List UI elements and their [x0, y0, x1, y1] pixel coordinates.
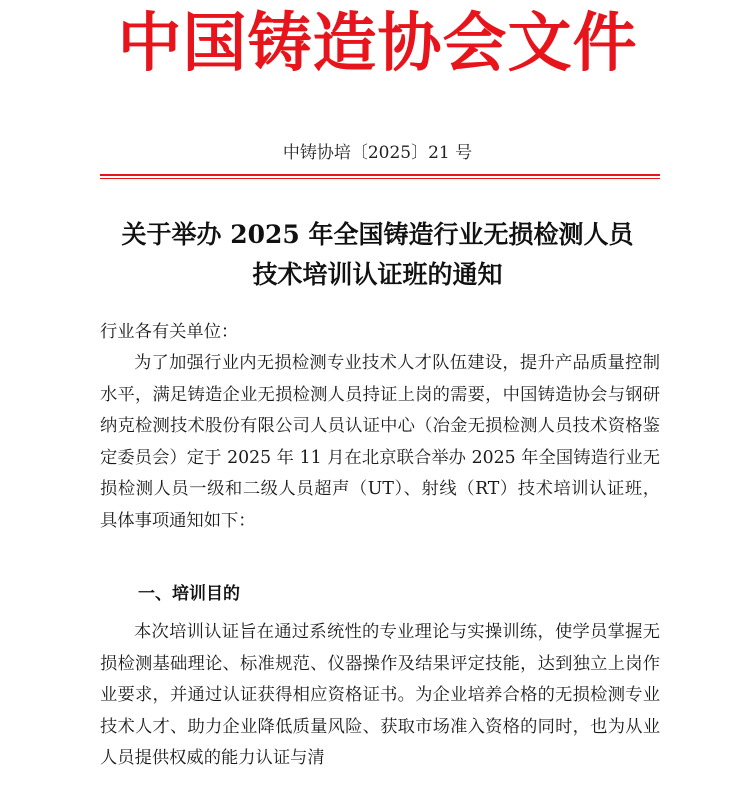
section-heading-purpose: 一、培训目的 [138, 584, 240, 604]
notice-title-line-2: 技术培训认证班的通知 [252, 260, 503, 289]
document-number: 中铸协培〔2025〕21 号 [282, 143, 473, 163]
intro-paragraph: 为了加强行业内无损检测专业技术人才队伍建设，提升产品质量控制水平，满足铸造企业无损检测人员持证上岗的需要，中国铸造协会与钢研纳克检测技术股份有限公司人员认证中心（冶金无损检测人员技术资格鉴定委员会）定于 2025 年 11 月在北京联合举办 2025 年全国铸造行业无损检测人员一级和二级人员超声（UT）、射线（RT）技术培训认证班，具体事项通知如下： [100, 353, 660, 531]
notice-title-line-1: 关于举办 2025 年全国铸造行业无损检测人员 [121, 220, 634, 249]
header-divider [100, 174, 660, 179]
salutation: 行业各有关单位： [100, 322, 239, 342]
purpose-paragraph: 本次培训认证旨在通过系统性的专业理论与实操训练，使学员掌握无损检测基础理论、标准规范、仪器操作及结果评定技能，达到独立上岗作业要求，并通过认证获得相应资格证书。为企业培养合格的无损检测专业技术人才、助力企业降低质量风险、获取市场准入资格的同时，也为从业人员提供权威的能力认证与清 [100, 622, 660, 768]
document-masthead: 中国铸造协会文件 [117, 7, 638, 81]
notice-title [0, 215, 755, 295]
